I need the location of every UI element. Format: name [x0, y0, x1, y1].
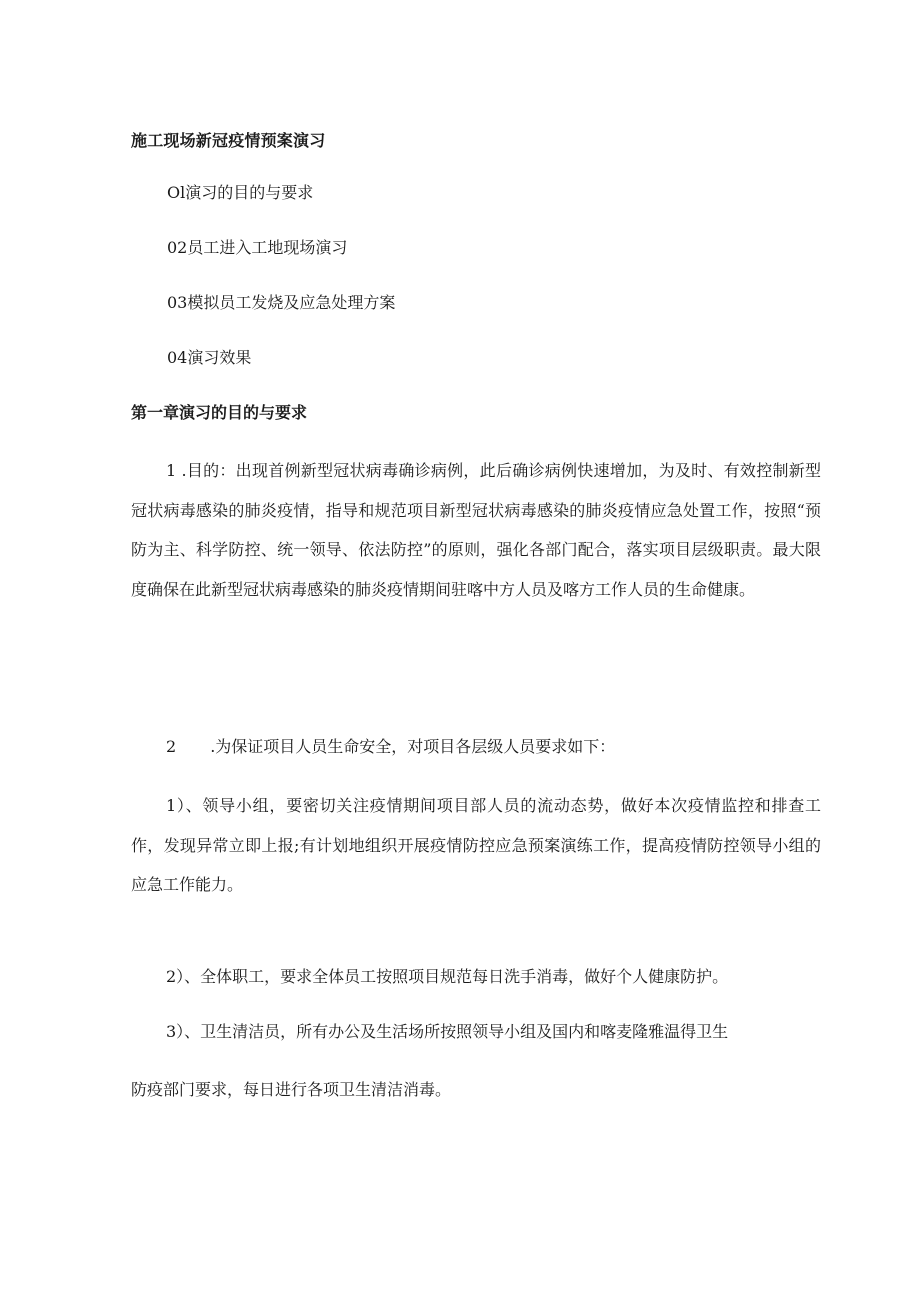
toc-item-3: 03模拟员工发烧及应急处理方案	[167, 293, 396, 312]
toc-item-1: Ol演习的目的与要求	[167, 183, 314, 202]
paragraph-leadership-group: 1）、领导小组，要密切关注疫情期间项目部人员的流动态势，做好本次疫情监控和排查工作，发现异常立即上报;有计划地组织开展疫情防控应急预案演练工作，提高疫情防控领导小组的应急工作能力。	[131, 796, 821, 894]
chapter-title: 第一章演习的目的与要求	[131, 403, 308, 422]
paragraph-all-staff: 2）、全体职工，要求全体员工按照项目规范每日洗手消毒，做好个人健康防护。	[166, 967, 729, 986]
document-title: 施工现场新冠疫情预案演习	[131, 131, 326, 150]
paragraph-number: 2	[166, 737, 177, 756]
paragraph-requirements-intro	[131, 727, 821, 767]
toc-item-2: 02员工进入工地现场演习	[167, 238, 348, 257]
paragraph-text: .为保证项目人员生命安全，对项目各层级人员要求如下：	[210, 737, 616, 756]
paragraph-cleaning-staff: 3）、卫生清洁员，所有办公及生活场所按照领导小组及国内和喀麦隆雅温得卫生	[166, 1022, 729, 1041]
paragraph-purpose: 1 .目的：出现首例新型冠状病毒确诊病例，此后确诊病例快速增加，为及时、有效控制新型冠状病毒感染的肺炎疫情，指导和规范项目新型冠状病毒感染的肺炎疫情应急处置工作，按照“预防为主、科学防控、统一领导、依法防控”的原则，强化各部门配合，落实项目层级职责。最大限度确保在此新型冠状病毒感染的肺炎疫情期间驻喀中方人员及喀方工作人员的生命健康。	[131, 461, 821, 599]
toc-item-4: 04演习效果	[167, 348, 252, 367]
paragraph-cleaning-staff-continued: 防疫部门要求，每日进行各项卫生清洁消毒。	[131, 1080, 452, 1099]
